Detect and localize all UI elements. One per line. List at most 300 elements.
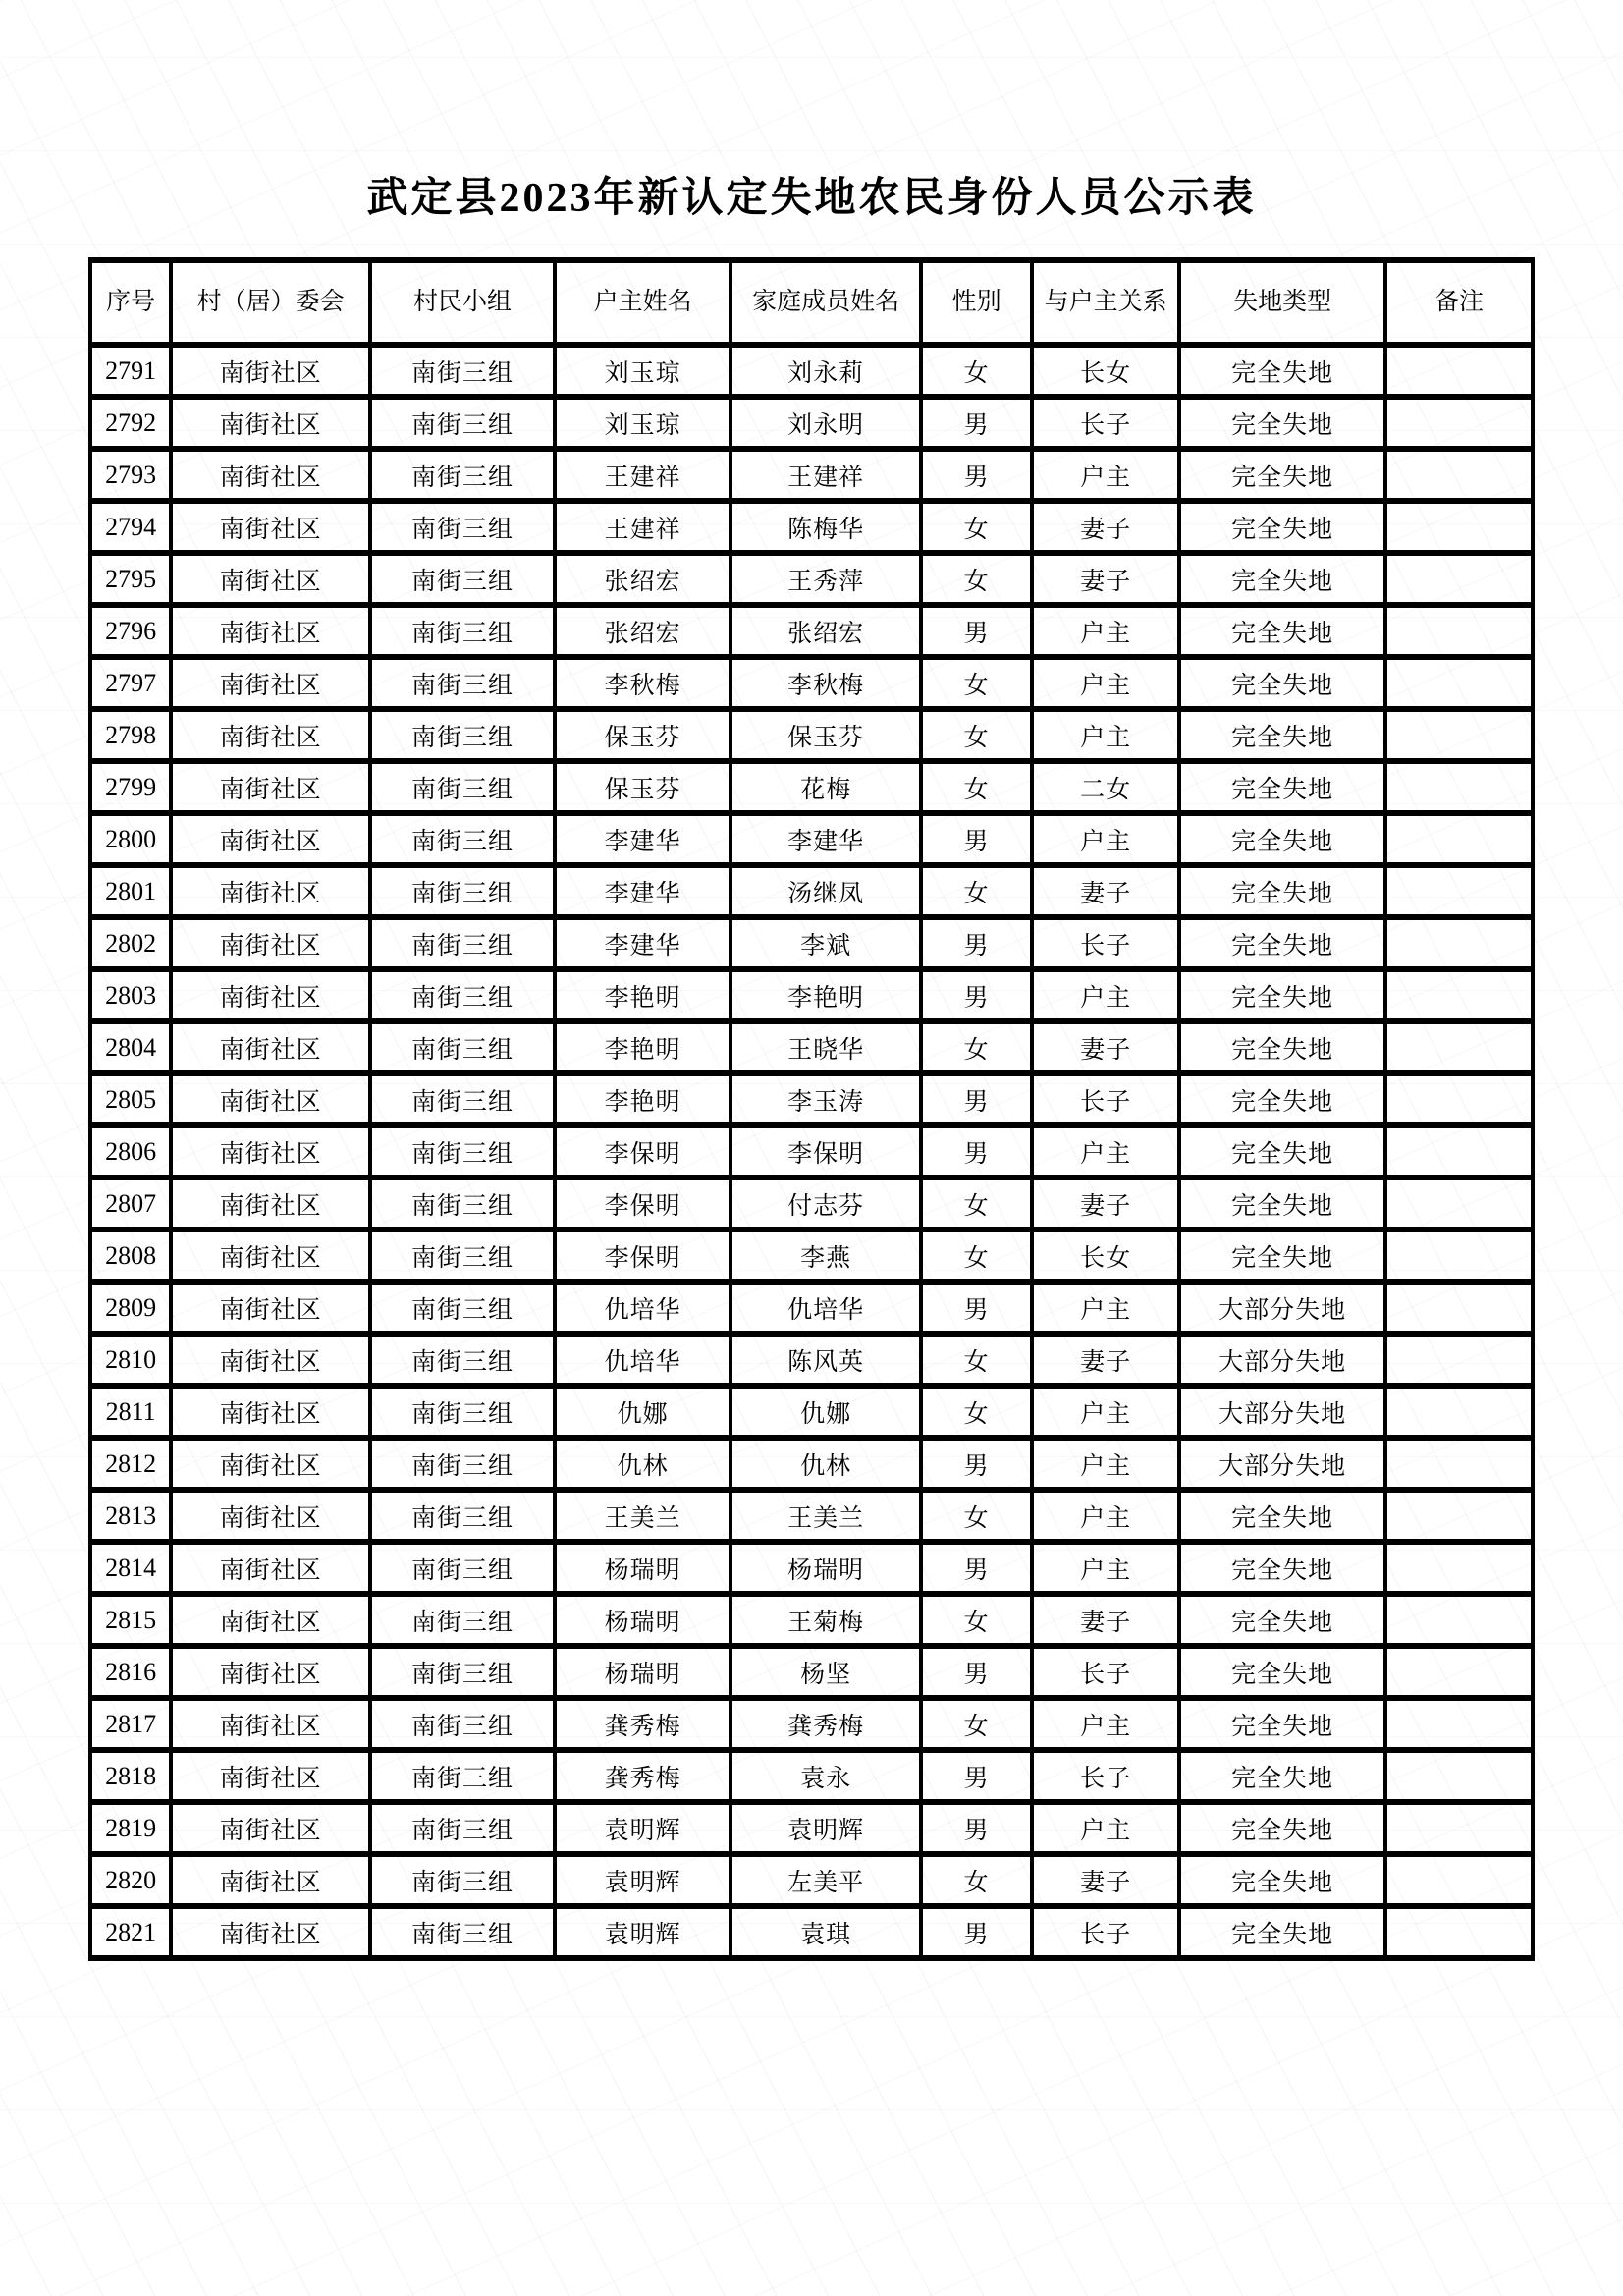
- table-cell-group: 南街三组: [370, 1698, 555, 1750]
- table-row: [90, 1438, 1533, 1490]
- table-cell-serial: 2806: [90, 1125, 171, 1177]
- table-cell-group: 南街三组: [370, 1230, 555, 1282]
- table-cell-member-name: 左美平: [730, 1854, 921, 1906]
- table-cell-household-head: 龚秀梅: [555, 1750, 730, 1802]
- table-cell-member-name: 袁明辉: [730, 1802, 921, 1854]
- table-cell-gender: 男: [921, 1438, 1032, 1490]
- table-cell-land-loss-type: 完全失地: [1179, 917, 1385, 969]
- table-cell-member-name: 王菊梅: [730, 1594, 921, 1646]
- table-cell-member-name: 杨坚: [730, 1646, 921, 1698]
- table-cell-committee: 南街社区: [171, 865, 370, 917]
- table-cell-relation: 长子: [1032, 917, 1179, 969]
- table-cell-household-head: 袁明辉: [555, 1802, 730, 1854]
- table-cell-land-loss-type: 完全失地: [1179, 1177, 1385, 1230]
- table-cell-land-loss-type: 大部分失地: [1179, 1386, 1385, 1438]
- table-cell-committee: 南街社区: [171, 1490, 370, 1542]
- table-cell-committee: 南街社区: [171, 397, 370, 449]
- table-cell-group: 南街三组: [370, 709, 555, 761]
- table-cell-land-loss-type: 完全失地: [1179, 1802, 1385, 1854]
- table-cell-member-name: 刘永莉: [730, 345, 921, 397]
- table-row: [90, 1490, 1533, 1542]
- table-cell-committee: 南街社区: [171, 1750, 370, 1802]
- table-cell-household-head: 王建祥: [555, 501, 730, 553]
- table-cell-relation: 妻子: [1032, 865, 1179, 917]
- table-cell-household-head: 仇培华: [555, 1334, 730, 1386]
- table-cell-group: 南街三组: [370, 449, 555, 501]
- table-cell-gender: 女: [921, 761, 1032, 813]
- table-cell-committee: 南街社区: [171, 605, 370, 657]
- table-cell-relation: 户主: [1032, 605, 1179, 657]
- table-cell-group: 南街三组: [370, 865, 555, 917]
- table-row: [90, 1073, 1533, 1125]
- table-cell-gender: 男: [921, 813, 1032, 865]
- table-cell-remark: [1385, 397, 1533, 449]
- table-cell-relation: 妻子: [1032, 1854, 1179, 1906]
- table-cell-land-loss-type: 完全失地: [1179, 1073, 1385, 1125]
- table-cell-household-head: 李秋梅: [555, 657, 730, 709]
- table-cell-gender: 男: [921, 1542, 1032, 1594]
- table-cell-group: 南街三组: [370, 1177, 555, 1230]
- table-cell-serial: 2803: [90, 969, 171, 1021]
- table-cell-relation: 妻子: [1032, 1594, 1179, 1646]
- table-row: [90, 865, 1533, 917]
- table-cell-remark: [1385, 709, 1533, 761]
- table-cell-gender: 女: [921, 1334, 1032, 1386]
- table-cell-member-name: 龚秀梅: [730, 1698, 921, 1750]
- table-row: [90, 1906, 1533, 1958]
- table-row: [90, 1646, 1533, 1698]
- table-cell-committee: 南街社区: [171, 345, 370, 397]
- table-cell-member-name: 仇培华: [730, 1282, 921, 1334]
- table-cell-land-loss-type: 大部分失地: [1179, 1334, 1385, 1386]
- table-cell-committee: 南街社区: [171, 1386, 370, 1438]
- table-cell-member-name: 陈风英: [730, 1334, 921, 1386]
- table-cell-land-loss-type: 完全失地: [1179, 1854, 1385, 1906]
- table-cell-gender: 女: [921, 1177, 1032, 1230]
- table-row: [90, 1802, 1533, 1854]
- table-cell-remark: [1385, 605, 1533, 657]
- table-cell-group: 南街三组: [370, 761, 555, 813]
- table-cell-relation: 户主: [1032, 1542, 1179, 1594]
- table-cell-committee: 南街社区: [171, 1073, 370, 1125]
- table-cell-serial: 2818: [90, 1750, 171, 1802]
- table-cell-member-name: 李秋梅: [730, 657, 921, 709]
- table-cell-relation: 户主: [1032, 1282, 1179, 1334]
- table-cell-member-name: 汤继凤: [730, 865, 921, 917]
- table-cell-household-head: 杨瑞明: [555, 1646, 730, 1698]
- table-cell-relation: 户主: [1032, 1438, 1179, 1490]
- table-cell-member-name: 李建华: [730, 813, 921, 865]
- table-cell-gender: 女: [921, 1854, 1032, 1906]
- table-cell-remark: [1385, 1490, 1533, 1542]
- table-cell-household-head: 仇培华: [555, 1282, 730, 1334]
- table-row: [90, 1282, 1533, 1334]
- table-cell-serial: 2820: [90, 1854, 171, 1906]
- table-row: [90, 813, 1533, 865]
- table-row: [90, 553, 1533, 605]
- table-cell-serial: 2811: [90, 1386, 171, 1438]
- table-cell-relation: 户主: [1032, 1125, 1179, 1177]
- table-cell-serial: 2815: [90, 1594, 171, 1646]
- table-cell-relation: 户主: [1032, 1698, 1179, 1750]
- table-cell-group: 南街三组: [370, 1906, 555, 1958]
- table-cell-group: 南街三组: [370, 1282, 555, 1334]
- table-cell-relation: 妻子: [1032, 1021, 1179, 1073]
- table-cell-serial: 2794: [90, 501, 171, 553]
- table-cell-household-head: 刘玉琼: [555, 345, 730, 397]
- column-header-gender: 性别: [921, 260, 1032, 345]
- table-cell-serial: 2807: [90, 1177, 171, 1230]
- table-cell-committee: 南街社区: [171, 501, 370, 553]
- column-header-land-loss-type: 失地类型: [1179, 260, 1385, 345]
- table-cell-group: 南街三组: [370, 1646, 555, 1698]
- table-cell-remark: [1385, 1177, 1533, 1230]
- table-cell-gender: 男: [921, 1073, 1032, 1125]
- table-cell-committee: 南街社区: [171, 1334, 370, 1386]
- table-cell-committee: 南街社区: [171, 449, 370, 501]
- table-cell-member-name: 王秀萍: [730, 553, 921, 605]
- table-cell-gender: 女: [921, 1698, 1032, 1750]
- table-cell-remark: [1385, 1125, 1533, 1177]
- table-cell-group: 南街三组: [370, 1854, 555, 1906]
- table-cell-household-head: 李艳明: [555, 1073, 730, 1125]
- table-cell-household-head: 李保明: [555, 1177, 730, 1230]
- table-cell-land-loss-type: 完全失地: [1179, 1698, 1385, 1750]
- table-cell-member-name: 仇娜: [730, 1386, 921, 1438]
- table-cell-remark: [1385, 917, 1533, 969]
- table-cell-member-name: 袁琪: [730, 1906, 921, 1958]
- table-cell-committee: 南街社区: [171, 1802, 370, 1854]
- table-cell-remark: [1385, 1438, 1533, 1490]
- table-cell-gender: 女: [921, 1594, 1032, 1646]
- table-row: [90, 1750, 1533, 1802]
- table-cell-gender: 男: [921, 917, 1032, 969]
- table-row: [90, 1594, 1533, 1646]
- table-cell-remark: [1385, 1230, 1533, 1282]
- table-cell-group: 南街三组: [370, 1490, 555, 1542]
- table-cell-committee: 南街社区: [171, 1698, 370, 1750]
- table-cell-land-loss-type: 完全失地: [1179, 345, 1385, 397]
- table-cell-committee: 南街社区: [171, 553, 370, 605]
- table-cell-member-name: 王晓华: [730, 1021, 921, 1073]
- table-cell-gender: 男: [921, 1906, 1032, 1958]
- table-cell-relation: 户主: [1032, 657, 1179, 709]
- table-cell-gender: 女: [921, 865, 1032, 917]
- table-cell-serial: 2796: [90, 605, 171, 657]
- table-cell-relation: 户主: [1032, 1490, 1179, 1542]
- table-cell-remark: [1385, 345, 1533, 397]
- table-cell-serial: 2799: [90, 761, 171, 813]
- table-cell-relation: 长女: [1032, 345, 1179, 397]
- table-cell-land-loss-type: 完全失地: [1179, 1594, 1385, 1646]
- table-cell-land-loss-type: 完全失地: [1179, 657, 1385, 709]
- table-cell-remark: [1385, 657, 1533, 709]
- table-cell-serial: 2792: [90, 397, 171, 449]
- table-cell-group: 南街三组: [370, 1334, 555, 1386]
- table-cell-relation: 长女: [1032, 1230, 1179, 1282]
- table-cell-land-loss-type: 完全失地: [1179, 865, 1385, 917]
- table-cell-group: 南街三组: [370, 1542, 555, 1594]
- table-cell-remark: [1385, 1906, 1533, 1958]
- table-cell-remark: [1385, 553, 1533, 605]
- table-cell-serial: 2817: [90, 1698, 171, 1750]
- table-cell-member-name: 李燕: [730, 1230, 921, 1282]
- table-cell-remark: [1385, 1021, 1533, 1073]
- table-cell-committee: 南街社区: [171, 1021, 370, 1073]
- column-header-relation: 与户主关系: [1032, 260, 1179, 345]
- table-cell-committee: 南街社区: [171, 969, 370, 1021]
- table-cell-household-head: 杨瑞明: [555, 1594, 730, 1646]
- table-cell-gender: 女: [921, 553, 1032, 605]
- table-cell-group: 南街三组: [370, 1125, 555, 1177]
- table-cell-gender: 女: [921, 657, 1032, 709]
- table-cell-member-name: 袁永: [730, 1750, 921, 1802]
- table-cell-group: 南街三组: [370, 1073, 555, 1125]
- table-cell-household-head: 王美兰: [555, 1490, 730, 1542]
- table-cell-gender: 男: [921, 1802, 1032, 1854]
- column-header-remark: 备注: [1385, 260, 1533, 345]
- table-row: [90, 345, 1533, 397]
- table-cell-land-loss-type: 完全失地: [1179, 605, 1385, 657]
- table-cell-land-loss-type: 完全失地: [1179, 761, 1385, 813]
- table-cell-household-head: 张绍宏: [555, 605, 730, 657]
- table-cell-committee: 南街社区: [171, 709, 370, 761]
- table-cell-household-head: 刘玉琼: [555, 397, 730, 449]
- table-cell-household-head: 李建华: [555, 865, 730, 917]
- table-cell-group: 南街三组: [370, 1438, 555, 1490]
- table-cell-member-name: 杨瑞明: [730, 1542, 921, 1594]
- table-cell-serial: 2819: [90, 1802, 171, 1854]
- table-cell-relation: 户主: [1032, 813, 1179, 865]
- table-cell-relation: 妻子: [1032, 1177, 1179, 1230]
- table-cell-group: 南街三组: [370, 397, 555, 449]
- table-cell-remark: [1385, 1802, 1533, 1854]
- table-cell-serial: 2809: [90, 1282, 171, 1334]
- table-cell-gender: 女: [921, 501, 1032, 553]
- table-cell-land-loss-type: 完全失地: [1179, 1750, 1385, 1802]
- table-cell-gender: 女: [921, 345, 1032, 397]
- table-cell-serial: 2801: [90, 865, 171, 917]
- table-cell-group: 南街三组: [370, 969, 555, 1021]
- table-cell-committee: 南街社区: [171, 917, 370, 969]
- table-cell-serial: 2810: [90, 1334, 171, 1386]
- table-cell-remark: [1385, 1698, 1533, 1750]
- table-row: [90, 1177, 1533, 1230]
- table-row: [90, 657, 1533, 709]
- table-cell-household-head: 杨瑞明: [555, 1542, 730, 1594]
- table-cell-serial: 2814: [90, 1542, 171, 1594]
- page-title: 武定县2023年新认定失地农民身份人员公示表: [366, 176, 1257, 221]
- table-cell-gender: 男: [921, 605, 1032, 657]
- table-cell-land-loss-type: 完全失地: [1179, 969, 1385, 1021]
- table-cell-household-head: 李保明: [555, 1125, 730, 1177]
- table-cell-relation: 妻子: [1032, 1334, 1179, 1386]
- table-cell-relation: 妻子: [1032, 553, 1179, 605]
- table-cell-group: 南街三组: [370, 917, 555, 969]
- table-cell-gender: 女: [921, 1490, 1032, 1542]
- table-cell-gender: 女: [921, 709, 1032, 761]
- table-cell-relation: 长子: [1032, 397, 1179, 449]
- table-cell-relation: 户主: [1032, 969, 1179, 1021]
- table-cell-household-head: 龚秀梅: [555, 1698, 730, 1750]
- table-cell-household-head: 仇娜: [555, 1386, 730, 1438]
- table-cell-land-loss-type: 完全失地: [1179, 709, 1385, 761]
- table-cell-serial: 2812: [90, 1438, 171, 1490]
- table-cell-household-head: 仇林: [555, 1438, 730, 1490]
- table-cell-member-name: 花梅: [730, 761, 921, 813]
- table-cell-gender: 男: [921, 1282, 1032, 1334]
- table-cell-household-head: 保玉芬: [555, 709, 730, 761]
- table-cell-relation: 长子: [1032, 1906, 1179, 1958]
- table-cell-land-loss-type: 完全失地: [1179, 397, 1385, 449]
- table-cell-household-head: 李艳明: [555, 1021, 730, 1073]
- table-cell-member-name: 陈梅华: [730, 501, 921, 553]
- table-cell-member-name: 张绍宏: [730, 605, 921, 657]
- table-cell-serial: 2805: [90, 1073, 171, 1125]
- table-cell-remark: [1385, 1854, 1533, 1906]
- table-row: [90, 709, 1533, 761]
- table-cell-land-loss-type: 大部分失地: [1179, 1282, 1385, 1334]
- table-cell-land-loss-type: 完全失地: [1179, 813, 1385, 865]
- table-cell-committee: 南街社区: [171, 1438, 370, 1490]
- table-cell-land-loss-type: 完全失地: [1179, 1021, 1385, 1073]
- table-row: [90, 1698, 1533, 1750]
- table-cell-land-loss-type: 完全失地: [1179, 1906, 1385, 1958]
- table-cell-serial: 2821: [90, 1906, 171, 1958]
- table-cell-committee: 南街社区: [171, 1906, 370, 1958]
- table-row: [90, 1854, 1533, 1906]
- table-cell-land-loss-type: 完全失地: [1179, 553, 1385, 605]
- table-cell-serial: 2802: [90, 917, 171, 969]
- table-cell-group: 南街三组: [370, 501, 555, 553]
- table-cell-household-head: 李建华: [555, 813, 730, 865]
- table-cell-land-loss-type: 完全失地: [1179, 1125, 1385, 1177]
- table-cell-member-name: 李艳明: [730, 969, 921, 1021]
- table-cell-committee: 南街社区: [171, 1854, 370, 1906]
- table-header-row: [90, 260, 1533, 345]
- table-cell-gender: 女: [921, 1021, 1032, 1073]
- table-cell-gender: 男: [921, 397, 1032, 449]
- table-cell-member-name: 李保明: [730, 1125, 921, 1177]
- table-cell-serial: 2800: [90, 813, 171, 865]
- table-cell-relation: 户主: [1032, 1386, 1179, 1438]
- table-cell-remark: [1385, 969, 1533, 1021]
- table-cell-gender: 男: [921, 969, 1032, 1021]
- table-cell-serial: 2797: [90, 657, 171, 709]
- table-cell-household-head: 李保明: [555, 1230, 730, 1282]
- table-cell-gender: 男: [921, 449, 1032, 501]
- table-row: [90, 1021, 1533, 1073]
- table-cell-remark: [1385, 1282, 1533, 1334]
- table-cell-remark: [1385, 1646, 1533, 1698]
- table-cell-serial: 2795: [90, 553, 171, 605]
- table-cell-household-head: 袁明辉: [555, 1906, 730, 1958]
- table-cell-group: 南街三组: [370, 1594, 555, 1646]
- table-cell-member-name: 王建祥: [730, 449, 921, 501]
- table-row: [90, 1230, 1533, 1282]
- table-cell-member-name: 保玉芬: [730, 709, 921, 761]
- table-cell-group: 南街三组: [370, 605, 555, 657]
- table-cell-group: 南街三组: [370, 553, 555, 605]
- table-cell-land-loss-type: 完全失地: [1179, 1646, 1385, 1698]
- table-cell-serial: 2793: [90, 449, 171, 501]
- table-cell-remark: [1385, 449, 1533, 501]
- table-cell-remark: [1385, 1750, 1533, 1802]
- table-cell-land-loss-type: 完全失地: [1179, 449, 1385, 501]
- table-cell-committee: 南街社区: [171, 1542, 370, 1594]
- table-cell-member-name: 付志芬: [730, 1177, 921, 1230]
- table-cell-serial: 2808: [90, 1230, 171, 1282]
- table-cell-gender: 男: [921, 1646, 1032, 1698]
- table-cell-remark: [1385, 1386, 1533, 1438]
- table-row: [90, 501, 1533, 553]
- table-cell-relation: 户主: [1032, 449, 1179, 501]
- table-cell-household-head: 李艳明: [555, 969, 730, 1021]
- table-row: [90, 761, 1533, 813]
- table-body: [90, 345, 1533, 1958]
- table-cell-gender: 男: [921, 1750, 1032, 1802]
- table-cell-relation: 户主: [1032, 709, 1179, 761]
- table-cell-group: 南街三组: [370, 1750, 555, 1802]
- table-cell-committee: 南街社区: [171, 1230, 370, 1282]
- table-row: [90, 1542, 1533, 1594]
- table-cell-remark: [1385, 501, 1533, 553]
- table-cell-gender: 男: [921, 1125, 1032, 1177]
- table-row: [90, 917, 1533, 969]
- table-cell-remark: [1385, 1542, 1533, 1594]
- column-header-group: 村民小组: [370, 260, 555, 345]
- table-cell-group: 南街三组: [370, 657, 555, 709]
- table-cell-household-head: 保玉芬: [555, 761, 730, 813]
- table-cell-group: 南街三组: [370, 1802, 555, 1854]
- table-cell-household-head: 王建祥: [555, 449, 730, 501]
- table-cell-serial: 2816: [90, 1646, 171, 1698]
- column-header-household-head: 户主姓名: [555, 260, 730, 345]
- table-row: [90, 397, 1533, 449]
- table-cell-committee: 南街社区: [171, 657, 370, 709]
- table-cell-remark: [1385, 1594, 1533, 1646]
- table-cell-household-head: 张绍宏: [555, 553, 730, 605]
- column-header-serial: 序号: [90, 260, 171, 345]
- table-cell-committee: 南街社区: [171, 761, 370, 813]
- table-cell-member-name: 仇林: [730, 1438, 921, 1490]
- table-cell-remark: [1385, 761, 1533, 813]
- table-cell-remark: [1385, 1334, 1533, 1386]
- table-row: [90, 1125, 1533, 1177]
- table-cell-relation: 二女: [1032, 761, 1179, 813]
- table-cell-member-name: 李玉涛: [730, 1073, 921, 1125]
- table-cell-relation: 长子: [1032, 1073, 1179, 1125]
- table-cell-serial: 2804: [90, 1021, 171, 1073]
- table-cell-household-head: 李建华: [555, 917, 730, 969]
- table-row: [90, 605, 1533, 657]
- table-cell-member-name: 刘永明: [730, 397, 921, 449]
- table-cell-remark: [1385, 865, 1533, 917]
- table-cell-group: 南街三组: [370, 813, 555, 865]
- table-cell-group: 南街三组: [370, 1021, 555, 1073]
- table-cell-group: 南街三组: [370, 1386, 555, 1438]
- table-cell-serial: 2791: [90, 345, 171, 397]
- table-cell-serial: 2798: [90, 709, 171, 761]
- table-cell-land-loss-type: 完全失地: [1179, 1230, 1385, 1282]
- table-cell-gender: 女: [921, 1386, 1032, 1438]
- table-row: [90, 1386, 1533, 1438]
- table-cell-committee: 南街社区: [171, 1125, 370, 1177]
- column-header-committee: 村（居）委会: [171, 260, 370, 345]
- table-cell-land-loss-type: 完全失地: [1179, 1490, 1385, 1542]
- table-cell-serial: 2813: [90, 1490, 171, 1542]
- table-cell-group: 南街三组: [370, 345, 555, 397]
